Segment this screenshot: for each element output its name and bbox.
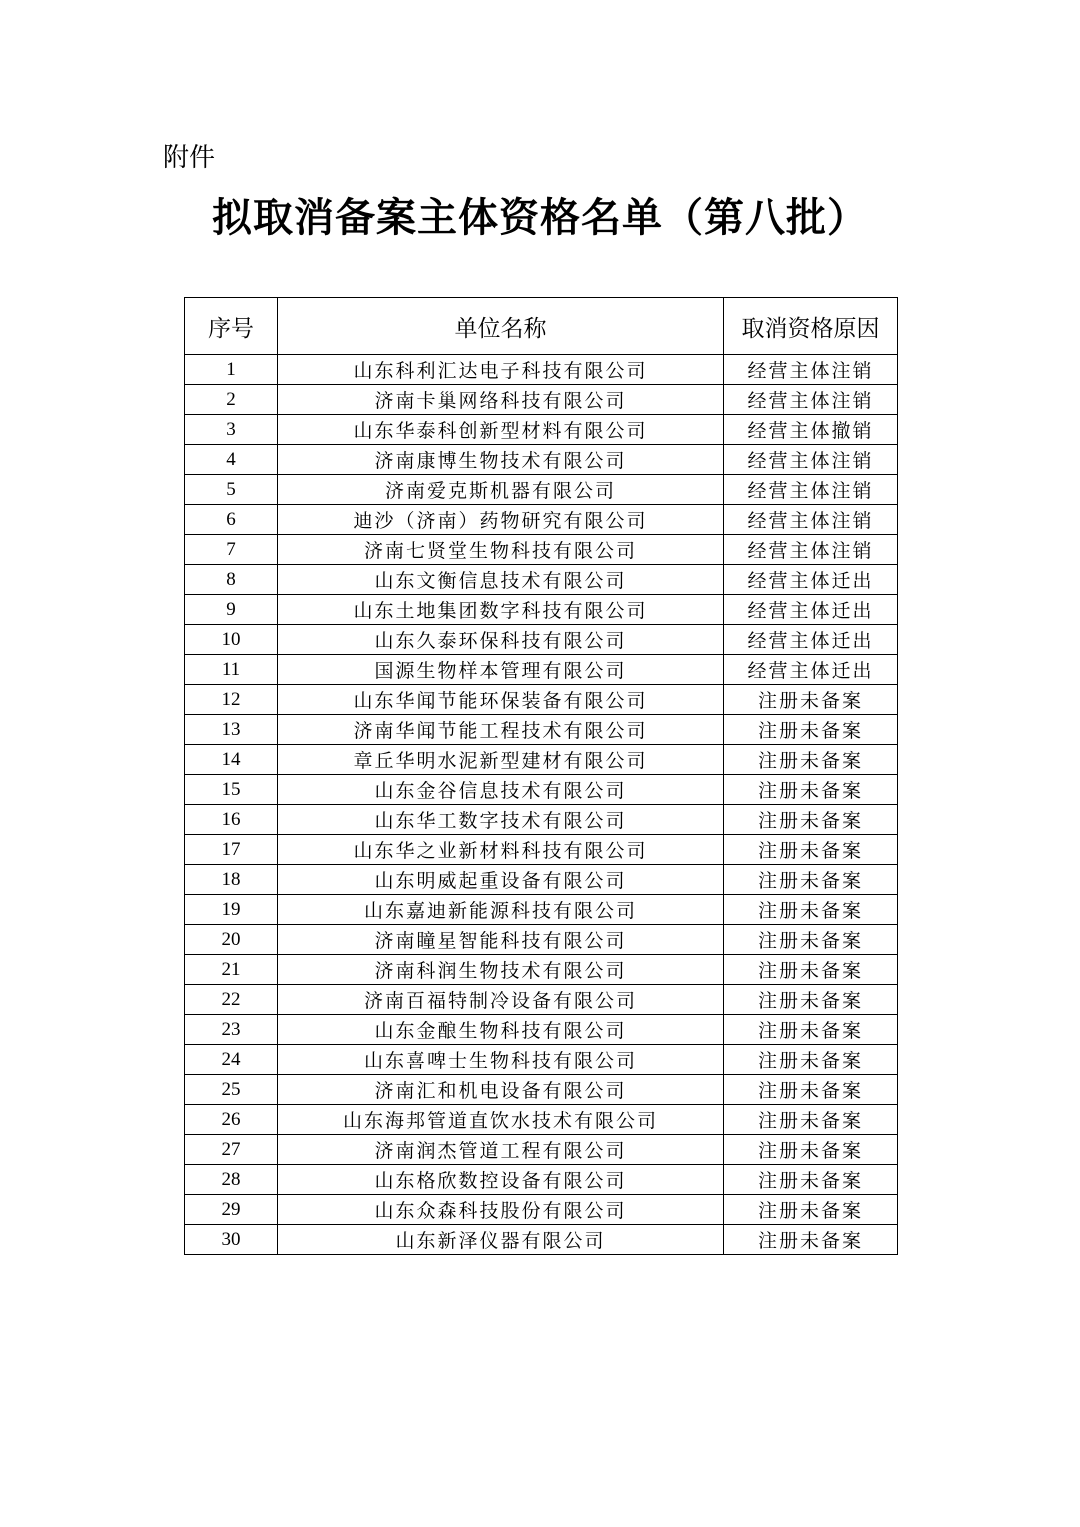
table-row [185,415,898,445]
cell-revocation-reason: 经营主体迁出 [724,655,898,685]
cell-unit-name: 山东文衡信息技术有限公司 [278,565,724,595]
cell-revocation-reason: 注册未备案 [724,775,898,805]
table-body [185,355,898,1255]
cell-unit-name: 山东久泰环保科技有限公司 [278,625,724,655]
cell-revocation-reason: 经营主体注销 [724,475,898,505]
cell-serial-number: 17 [185,835,278,865]
cell-unit-name: 济南华闻节能工程技术有限公司 [278,715,724,745]
cell-serial-number: 10 [185,625,278,655]
cell-unit-name: 济南润杰管道工程有限公司 [278,1135,724,1165]
cell-serial-number: 28 [185,1165,278,1195]
cell-revocation-reason: 注册未备案 [724,1075,898,1105]
table-row [185,895,898,925]
cell-serial-number: 18 [185,865,278,895]
table-row [185,625,898,655]
cell-unit-name: 山东华泰科创新型材料有限公司 [278,415,724,445]
cell-revocation-reason: 经营主体注销 [724,445,898,475]
cell-revocation-reason: 注册未备案 [724,1225,898,1255]
cell-revocation-reason: 注册未备案 [724,1135,898,1165]
table-row [185,475,898,505]
cell-serial-number: 19 [185,895,278,925]
cell-serial-number: 23 [185,1015,278,1045]
revocation-table [184,297,898,1255]
table-row [185,955,898,985]
cell-unit-name: 山东科利汇达电子科技有限公司 [278,355,724,385]
cell-revocation-reason: 注册未备案 [724,895,898,925]
cell-revocation-reason: 经营主体迁出 [724,595,898,625]
table-row [185,595,898,625]
table-row [185,805,898,835]
cell-revocation-reason: 经营主体撤销 [724,415,898,445]
cell-revocation-reason: 注册未备案 [724,925,898,955]
cell-revocation-reason: 经营主体注销 [724,505,898,535]
cell-revocation-reason: 注册未备案 [724,1015,898,1045]
cell-unit-name: 济南汇和机电设备有限公司 [278,1075,724,1105]
table-row [185,1135,898,1165]
cell-serial-number: 1 [185,355,278,385]
cell-serial-number: 22 [185,985,278,1015]
cell-revocation-reason: 注册未备案 [724,985,898,1015]
table-row [185,385,898,415]
cell-revocation-reason: 注册未备案 [724,745,898,775]
cell-unit-name: 山东土地集团数字科技有限公司 [278,595,724,625]
table-row [185,355,898,385]
cell-unit-name: 山东嘉迪新能源科技有限公司 [278,895,724,925]
cell-revocation-reason: 注册未备案 [724,805,898,835]
header-revocation-reason: 取消资格原因 [724,298,898,355]
cell-unit-name: 山东海邦管道直饮水技术有限公司 [278,1105,724,1135]
table-row [185,1015,898,1045]
cell-unit-name: 山东华之业新材料科技有限公司 [278,835,724,865]
cell-unit-name: 山东喜啤士生物科技有限公司 [278,1045,724,1075]
table-row [185,775,898,805]
cell-unit-name: 国源生物样本管理有限公司 [278,655,724,685]
cell-revocation-reason: 注册未备案 [724,835,898,865]
cell-unit-name: 山东格欣数控设备有限公司 [278,1165,724,1195]
cell-revocation-reason: 经营主体迁出 [724,625,898,655]
cell-revocation-reason: 注册未备案 [724,865,898,895]
cell-serial-number: 4 [185,445,278,475]
table-row [185,1045,898,1075]
cell-unit-name: 济南百福特制冷设备有限公司 [278,985,724,1015]
cell-serial-number: 20 [185,925,278,955]
table-row [185,925,898,955]
cell-revocation-reason: 注册未备案 [724,685,898,715]
cell-unit-name: 山东明威起重设备有限公司 [278,865,724,895]
cell-serial-number: 26 [185,1105,278,1135]
cell-serial-number: 25 [185,1075,278,1105]
table-row [185,985,898,1015]
cell-unit-name: 章丘华明水泥新型建材有限公司 [278,745,724,775]
cell-unit-name: 山东华闻节能环保装备有限公司 [278,685,724,715]
cell-serial-number: 9 [185,595,278,625]
table-row [185,1195,898,1225]
table-header-row [185,298,898,355]
table-row [185,535,898,565]
table-row [185,685,898,715]
cell-revocation-reason: 经营主体迁出 [724,565,898,595]
cell-revocation-reason: 经营主体注销 [724,385,898,415]
cell-serial-number: 13 [185,715,278,745]
table-row [185,1075,898,1105]
table-row [185,505,898,535]
cell-serial-number: 8 [185,565,278,595]
cell-serial-number: 6 [185,505,278,535]
cell-revocation-reason: 经营主体注销 [724,355,898,385]
page-title: 拟取消备案主体资格名单（第八批） [212,194,868,241]
table-row [185,835,898,865]
cell-revocation-reason: 注册未备案 [724,1165,898,1195]
cell-unit-name: 济南七贤堂生物科技有限公司 [278,535,724,565]
cell-serial-number: 2 [185,385,278,415]
cell-unit-name: 济南科润生物技术有限公司 [278,955,724,985]
header-serial-number: 序号 [185,298,278,355]
cell-serial-number: 11 [185,655,278,685]
cell-unit-name: 山东金谷信息技术有限公司 [278,775,724,805]
cell-serial-number: 21 [185,955,278,985]
header-unit-name: 单位名称 [278,298,724,355]
table-row [185,1165,898,1195]
cell-unit-name: 济南瞳星智能科技有限公司 [278,925,724,955]
cell-unit-name: 迪沙（济南）药物研究有限公司 [278,505,724,535]
table-row [185,865,898,895]
attachment-label: 附件 [163,143,216,173]
cell-serial-number: 29 [185,1195,278,1225]
table-row [185,565,898,595]
cell-serial-number: 7 [185,535,278,565]
table-row [185,1105,898,1135]
cell-unit-name: 济南卡巢网络科技有限公司 [278,385,724,415]
cell-serial-number: 16 [185,805,278,835]
cell-unit-name: 山东华工数字技术有限公司 [278,805,724,835]
cell-unit-name: 山东新泽仪器有限公司 [278,1225,724,1255]
cell-serial-number: 3 [185,415,278,445]
cell-serial-number: 27 [185,1135,278,1165]
table-row [185,715,898,745]
cell-revocation-reason: 经营主体注销 [724,535,898,565]
table-row [185,445,898,475]
cell-revocation-reason: 注册未备案 [724,955,898,985]
cell-revocation-reason: 注册未备案 [724,1195,898,1225]
table-row [185,745,898,775]
cell-revocation-reason: 注册未备案 [724,1045,898,1075]
cell-serial-number: 15 [185,775,278,805]
table-row [185,1225,898,1255]
cell-serial-number: 24 [185,1045,278,1075]
cell-serial-number: 30 [185,1225,278,1255]
cell-serial-number: 12 [185,685,278,715]
cell-revocation-reason: 注册未备案 [724,1105,898,1135]
cell-unit-name: 济南康博生物技术有限公司 [278,445,724,475]
cell-unit-name: 济南爱克斯机器有限公司 [278,475,724,505]
cell-unit-name: 山东金酿生物科技有限公司 [278,1015,724,1045]
cell-serial-number: 5 [185,475,278,505]
cell-revocation-reason: 注册未备案 [724,715,898,745]
table-row [185,655,898,685]
cell-unit-name: 山东众森科技股份有限公司 [278,1195,724,1225]
cell-serial-number: 14 [185,745,278,775]
